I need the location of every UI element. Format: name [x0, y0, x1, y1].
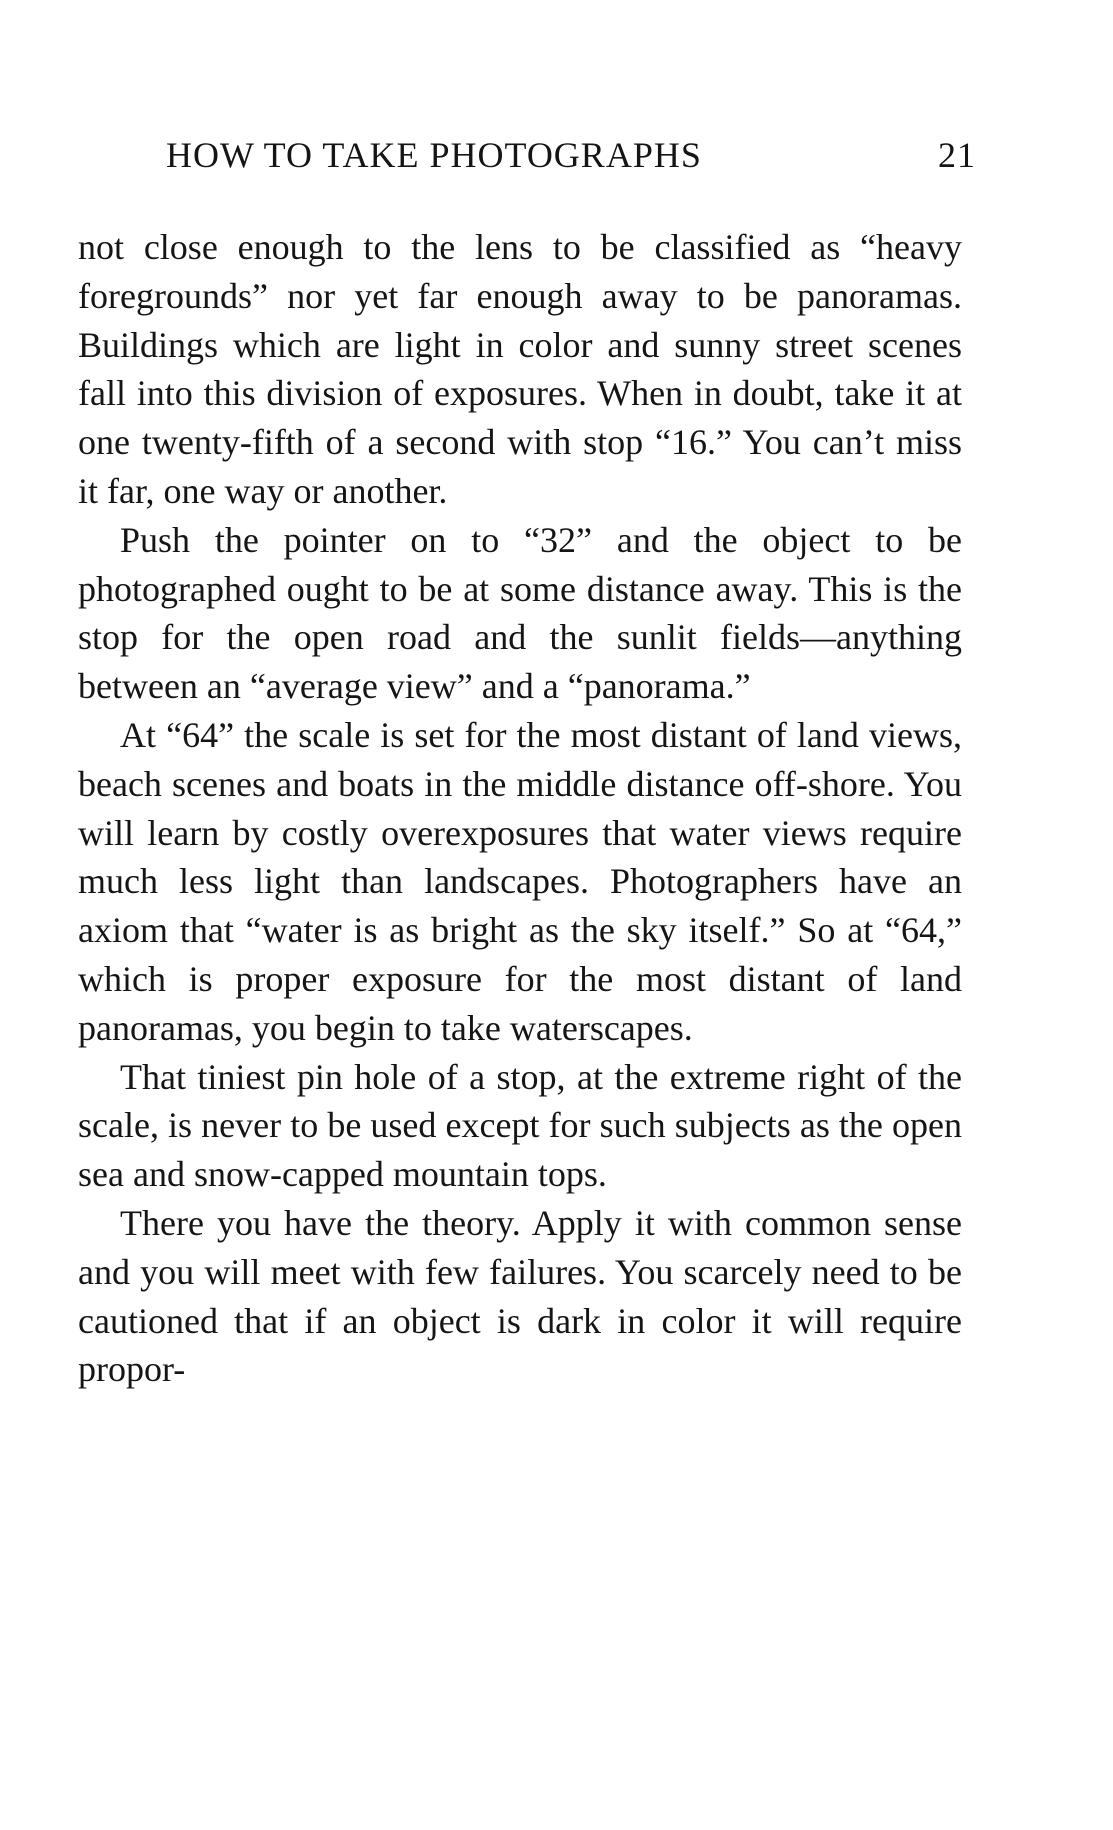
page-header: [166, 130, 976, 180]
paragraph: At “64” the scale is set for the most distant of land views, beach scenes and boats in the middle distance off-shore. You will learn by costly overexposures that water views require much less light than landscapes. Photographers have an axiom that “water is as bright as the sky itself.” So at “64,” which is proper exposure for the most distant of land panoramas, you begin to take waterscapes.: [78, 714, 962, 1048]
paragraph: That tiniest pin hole of a stop, at the extreme right of the scale, is never to be used except for such subjects as the open sea and snow-capped mountain tops.: [78, 1056, 962, 1195]
paragraph-continued: not close enough to the lens to be classified as “heavy foregrounds” nor yet far enough away to be panoramas. Buildings which are light in color and sunny street scenes fall into this division of exposures. When in doubt, take it at one twenty-fifth of a second with stop “16.” You can’t miss it far, one way or another.: [78, 227, 962, 511]
paragraph-continues-next-page: There you have the theory. Apply it with common sense and you will meet with few failures. You scarcely need to be cautioned that if an object is dark in color it will require propor-: [78, 1202, 962, 1390]
paragraph: Push the pointer on to “32” and the object to be photographed ought to be at some distance away. This is the stop for the open road and the sunlit fields—anything between an “average view” and a “panorama.”: [78, 519, 962, 707]
body-text: [78, 223, 962, 1394]
running-title: HOW TO TAKE PHOTOGRAPHS: [166, 135, 702, 175]
page-number: 21: [938, 135, 976, 175]
